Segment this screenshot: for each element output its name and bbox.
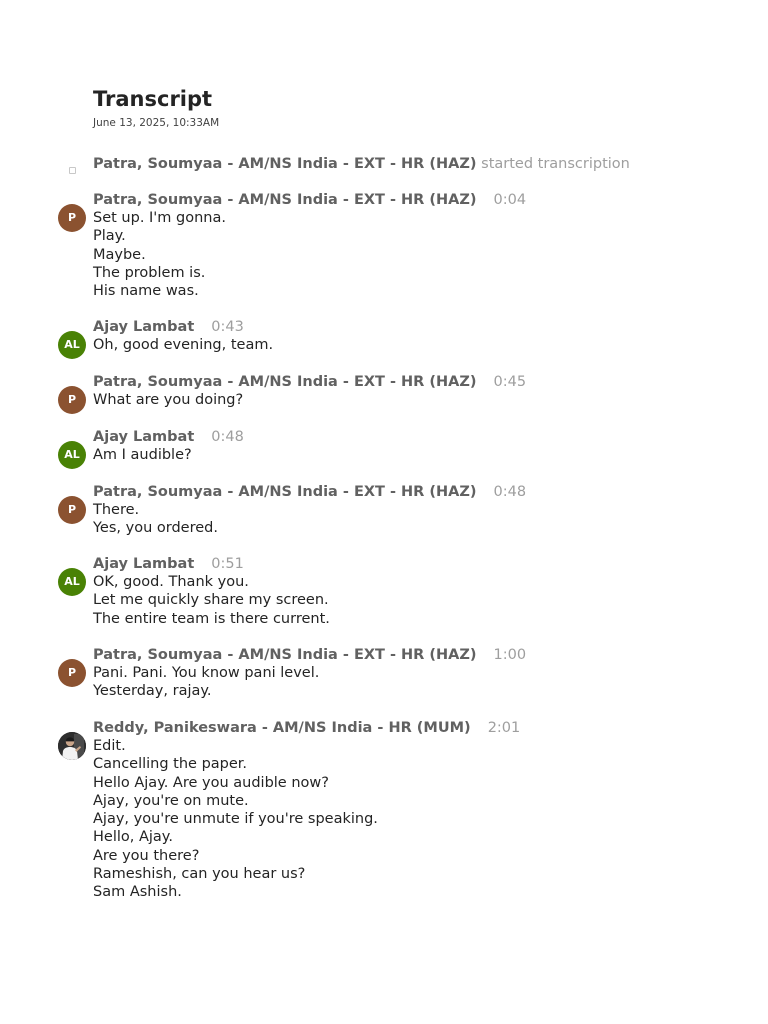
avatar: P — [58, 659, 86, 687]
utterance-line: Yes, you ordered. — [93, 520, 218, 537]
transcript-date: June 13, 2025, 10:33AM — [93, 117, 220, 129]
speaker-name: Patra, Soumyaa - AM/NS India - EXT - HR (HAZ) — [93, 192, 477, 208]
avatar: AL — [58, 441, 86, 469]
utterance-lines — [93, 573, 330, 628]
entry-header — [93, 372, 526, 392]
timestamp[interactable]: 0:48 — [493, 484, 527, 500]
transcription-event-icon — [69, 167, 76, 174]
utterance-line: Hello Ajay. Are you audible now? — [93, 774, 329, 791]
utterance-line: His name was. — [93, 283, 199, 300]
avatar: P — [58, 386, 86, 414]
utterance-lines — [93, 391, 243, 409]
speaker-name: Ajay Lambat — [93, 429, 195, 445]
timestamp[interactable]: 0:43 — [211, 319, 244, 335]
avatar: P — [58, 496, 86, 524]
timestamp[interactable]: 0:45 — [493, 374, 527, 390]
timestamp[interactable]: 0:48 — [211, 429, 244, 445]
entry-header — [93, 482, 526, 502]
utterance-line: Edit. — [93, 738, 126, 754]
entry-header — [93, 427, 244, 447]
utterance-line: Hello, Ajay. — [93, 829, 173, 846]
utterance-lines — [93, 209, 226, 300]
speaker-name: Reddy, Panikeswara - AM/NS India - HR (MUM) — [93, 720, 471, 736]
utterance-line: Yesterday, rajay. — [93, 683, 212, 700]
person-photo-icon — [58, 732, 86, 760]
utterance-line: What are you doing? — [93, 392, 244, 408]
speaker-name: Ajay Lambat — [93, 319, 195, 335]
timestamp[interactable]: 2:01 — [487, 720, 521, 736]
utterance-line: Set up. I'm gonna. — [93, 210, 226, 226]
utterance-line: Ajay, you're on mute. — [93, 792, 249, 809]
utterance-line: Play. — [93, 228, 126, 245]
utterance-line: Ajay, you're unmute if you're speaking. — [93, 811, 378, 828]
transcription-started-event — [0, 154, 768, 176]
utterance-lines — [93, 446, 192, 464]
utterance-line: OK, good. Thank you. — [93, 574, 249, 590]
profile-photo-avatar — [58, 732, 86, 760]
utterance-line: Are you there? — [93, 847, 200, 864]
utterance-lines — [93, 501, 218, 538]
utterance-line: There. — [93, 502, 140, 518]
entry-header — [93, 190, 526, 210]
entry-header — [93, 645, 526, 665]
speaker-name: Patra, Soumyaa - AM/NS India - EXT - HR (HAZ) — [93, 484, 477, 500]
utterance-lines — [93, 664, 319, 701]
event-action: started transcription — [481, 156, 630, 172]
speaker-name: Patra, Soumyaa - AM/NS India - EXT - HR (HAZ) — [93, 647, 477, 663]
page-title: Transcript — [93, 87, 213, 111]
utterance-line: Am I audible? — [93, 447, 192, 463]
timestamp[interactable]: 0:51 — [211, 556, 244, 572]
avatar: P — [58, 204, 86, 232]
entry-header — [93, 718, 520, 738]
utterance-line: Oh, good evening, team. — [93, 337, 274, 353]
event-line — [93, 154, 630, 174]
timestamp[interactable]: 1:00 — [493, 647, 527, 663]
utterance-line: Cancelling the paper. — [93, 756, 248, 773]
avatar: AL — [58, 331, 86, 359]
speaker-name: Patra, Soumyaa - AM/NS India - EXT - HR (HAZ) — [93, 374, 477, 390]
avatar: AL — [58, 568, 86, 596]
entry-header — [93, 317, 244, 337]
utterance-lines — [93, 737, 378, 902]
timestamp[interactable]: 0:04 — [493, 192, 527, 208]
utterance-line: Maybe. — [93, 246, 146, 263]
entry-header — [93, 554, 244, 574]
event-speaker: Patra, Soumyaa - AM/NS India - EXT - HR (HAZ) — [93, 156, 477, 172]
utterance-lines — [93, 336, 273, 354]
utterance-line: Sam Ashish. — [93, 884, 182, 901]
utterance-line: The entire team is there current. — [93, 610, 330, 627]
utterance-line: Pani. Pani. You know pani level. — [93, 665, 320, 681]
utterance-line: Rameshish, can you hear us? — [93, 866, 306, 883]
utterance-line: The problem is. — [93, 264, 206, 281]
speaker-name: Ajay Lambat — [93, 556, 195, 572]
utterance-line: Let me quickly share my screen. — [93, 592, 329, 609]
